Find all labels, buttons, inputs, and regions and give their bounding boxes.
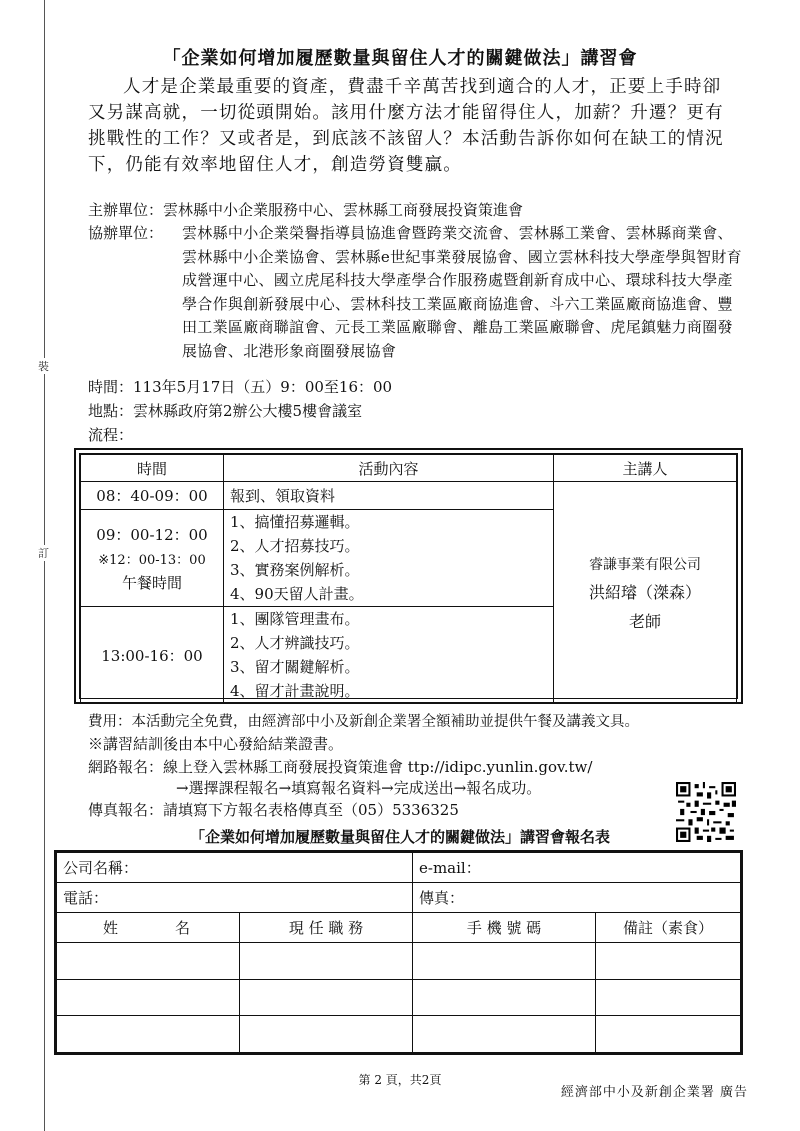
entry-name-cell[interactable] <box>57 1016 240 1053</box>
form-entry-row <box>57 1016 741 1053</box>
col-name: 姓 名 <box>57 913 240 943</box>
co-organizer-label: 協辦單位： <box>88 224 164 242</box>
co-organizer <box>88 222 748 363</box>
organizer-label: 主辦單位： <box>88 201 164 219</box>
phone-field[interactable]: 電話： <box>57 883 413 913</box>
co-organizer-text: 雲林縣中小企業榮譽指導員協進會暨跨業交流會、雲林縣工業會、雲林縣商業會、雲林縣中小企業協會、雲林縣e世紀事業發展協會、國立雲林科技大學產學與智財育成營運中心、國立虎尾科技大學產學合作服務處暨創新育成中心、環球科技大學產學合作與創新發展中心、雲林科技工業區廠商協進會、斗六工業區廠商協進會、豐田工業區廠商聯誼會、元長工業區廠聯會、離島工業區廠聯會、虎尾鎮魅力商圈發展協會、北港形象商圈發展協會 <box>182 224 742 360</box>
time-label: 時間： <box>88 378 134 396</box>
sponsor-note: 經濟部中小及新創企業署 廣告 <box>560 1085 748 1100</box>
entry-mobile-cell[interactable] <box>413 1016 596 1053</box>
entry-mobile-cell[interactable] <box>413 943 596 980</box>
fax-field[interactable]: 傳真： <box>413 883 741 913</box>
row3-content <box>224 607 554 704</box>
list-item: 4、留才計畫說明。 <box>230 682 360 700</box>
speaker-cell <box>554 482 737 704</box>
row3-time: 13:00-16：00 <box>81 607 224 704</box>
table-row <box>81 482 737 510</box>
place-text: 雲林縣政府第2辦公大樓5樓會議室 <box>133 402 363 420</box>
list-item: 1、搞懂招募邏輯。 <box>230 513 360 531</box>
email-field[interactable]: e-mail： <box>413 853 741 883</box>
header-speaker: 主講人 <box>554 455 737 482</box>
registration-form <box>54 850 743 1055</box>
table-header-row <box>81 455 737 482</box>
entry-mobile-cell[interactable] <box>413 979 596 1016</box>
header-content: 活動內容 <box>224 455 554 482</box>
form-title: 「企業如何增加履歷數量與留住人才的關鍵做法」講習會報名表 <box>189 828 610 846</box>
page-title: 「企業如何增加履歷數量與留住人才的關鍵做法」講習會 <box>162 48 638 69</box>
list-item: 3、留才關鍵解析。 <box>230 658 360 676</box>
col-mobile: 手 機 號 碼 <box>413 913 596 943</box>
event-place <box>88 400 362 421</box>
page-number: 第 2 頁，共2頁 <box>358 1073 442 1087</box>
list-item: 3、實務案例解析。 <box>230 561 360 579</box>
organizer <box>88 199 523 220</box>
entry-position-cell[interactable] <box>240 1016 413 1053</box>
speaker-title: 老師 <box>628 611 661 631</box>
form-entry-row <box>57 979 741 1016</box>
list-item: 2、人才招募技巧。 <box>230 537 360 555</box>
entry-position-cell[interactable] <box>240 943 413 980</box>
speaker-company: 睿謙事業有限公司 <box>589 556 701 573</box>
time-text: 113年5月17日（五）9：00至16：00 <box>133 378 393 396</box>
entry-remark-cell[interactable] <box>596 979 741 1016</box>
online-registration: 網路報名：線上登入雲林縣工商發展投資策進會 ttp://idipc.yunlin.gov.tw/ <box>88 758 593 776</box>
col-remark: 備註（素食） <box>596 913 741 943</box>
agenda-label: 流程： <box>88 426 134 444</box>
row2-time: 09：00-12：00 <box>96 525 208 544</box>
schedule-table <box>74 448 743 704</box>
fax-registration: 傳真報名：請填寫下方報名表格傳真至（05）5336325 <box>88 801 459 819</box>
binding-mark: 訂 <box>38 547 49 560</box>
row2-time-cell <box>81 510 224 607</box>
event-time <box>88 376 392 397</box>
row2-content <box>224 510 554 607</box>
fee-note: 費用：本活動完全免費，由經濟部中小及新創企業署全額補助並提供午餐及講義文具。 <box>88 714 639 730</box>
form-header-row <box>57 913 741 943</box>
binding-line <box>44 0 45 1131</box>
intro-paragraph: 人才是企業最重要的資產，費盡千辛萬苦找到適合的人才，正要上手時卻又另謀高就，一切從頭開始。該用什麼方法才能留得住人，加薪？升遷？更有挑戰性的工作？又或者是，到底該不該留人？本活動告訴你如何在缺工的情況下，仍能有效率地留住人才，創造勞資雙贏。 <box>88 77 724 175</box>
form-row <box>57 883 741 913</box>
entry-remark-cell[interactable] <box>596 943 741 980</box>
lunch-time: ※12：00-13：00 <box>98 552 206 568</box>
certificate-note: ※講習結訓後由本中心發給結業證書。 <box>88 735 344 753</box>
speaker-name: 洪紹璿（滐森） <box>588 582 701 602</box>
form-entry-row <box>57 943 741 980</box>
company-field[interactable]: 公司名稱： <box>57 853 413 883</box>
row1-time: 08：40-09：00 <box>81 482 224 510</box>
entry-name-cell[interactable] <box>57 979 240 1016</box>
online-registration-steps: →選擇課程報名→填寫報名資料→完成送出→報名成功。 <box>176 779 542 797</box>
entry-position-cell[interactable] <box>240 979 413 1016</box>
row1-content: 報到、領取資料 <box>224 482 554 510</box>
place-label: 地點： <box>88 402 134 420</box>
binding-mark: 裝 <box>38 360 49 373</box>
lunch-label: 午餐時間 <box>121 573 182 592</box>
entry-remark-cell[interactable] <box>596 1016 741 1053</box>
list-item: 2、人才辨識技巧。 <box>230 634 360 652</box>
header-time: 時間 <box>81 455 224 482</box>
organizer-text: 雲林縣中小企業服務中心、雲林縣工商發展投資策進會 <box>163 201 524 219</box>
list-item: 1、團隊管理畫布。 <box>230 610 360 628</box>
form-row <box>57 853 741 883</box>
list-item: 4、90天留人計畫。 <box>230 585 364 603</box>
col-position: 現 任 職 務 <box>240 913 413 943</box>
entry-name-cell[interactable] <box>57 943 240 980</box>
